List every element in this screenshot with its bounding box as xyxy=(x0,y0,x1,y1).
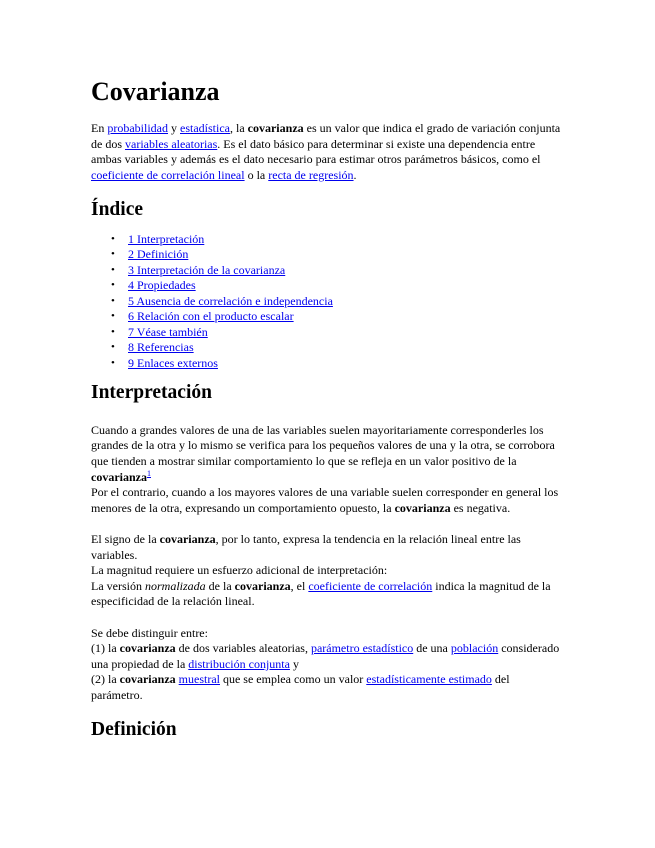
toc-item xyxy=(111,356,561,372)
body-text: (1) la xyxy=(91,641,120,656)
body-text: , por lo tanto, expresa la tendencia en la relación lineal entre las variables. xyxy=(91,532,521,562)
link-estadistica[interactable]: estadística xyxy=(180,121,230,136)
bold-term: covarianza xyxy=(394,500,451,515)
body-text: es negativa. xyxy=(450,500,511,515)
body-text: Se debe distinguir entre: xyxy=(91,625,208,640)
bold-term: covarianza xyxy=(247,121,304,136)
intro-text: es un valor que indica el grado de variación conjunta de dos xyxy=(91,121,561,151)
intro-text: o la xyxy=(244,167,269,182)
body-text: de dos variables aleatorias, xyxy=(175,641,311,656)
toc-item xyxy=(111,278,561,294)
toc-link-enlaces-externos[interactable]: 9 Enlaces externos xyxy=(128,355,218,370)
intro-text: En xyxy=(91,121,108,136)
body-text: de la xyxy=(205,578,235,593)
body-text: , el xyxy=(290,578,309,593)
toc-item xyxy=(111,247,561,263)
body-text: del parámetro. xyxy=(91,672,510,702)
paragraph-gap xyxy=(91,516,561,532)
body-text: y xyxy=(289,656,299,671)
body-text: (2) la xyxy=(91,672,120,687)
toc-item xyxy=(111,340,561,356)
intro-text: . Es el dato básico para determinar si existe una dependencia entre ambas variables y además es el dato necesario para estimar otros parámetros básicos, como el xyxy=(91,136,541,167)
paragraph-gap xyxy=(91,610,561,626)
link-parametro-estadistico[interactable]: parámetro estadístico xyxy=(310,641,414,656)
toc-item xyxy=(111,263,561,279)
bold-term: covarianza xyxy=(234,578,291,593)
body-text: de una xyxy=(413,641,451,656)
bold-term: covarianza xyxy=(119,641,176,656)
toc-link-definicion[interactable]: 2 Definición xyxy=(128,247,189,262)
toc-link-producto-escalar[interactable]: 6 Relación con el producto escalar xyxy=(128,309,294,324)
toc-link-referencias[interactable]: 8 Referencias xyxy=(128,340,194,355)
body-text: considerado una propiedad de la xyxy=(91,641,560,671)
body-text: Cuando a grandes valores de una de las variables suelen mayoritariamente corresponderles los grandes de la otra y lo mismo se verifica para los pequeños valores de una y la otra, se corrobora que tienden a mostrar similar comportamiento lo que se refleja en un valor positivo de la xyxy=(91,422,555,469)
body-text: El signo de la xyxy=(91,532,160,546)
intro-text: . xyxy=(353,167,357,182)
link-variables-aleatorias[interactable]: variables aleatorias xyxy=(125,136,218,151)
bold-term: covarianza xyxy=(159,532,216,546)
page-title: Covarianza xyxy=(91,77,220,106)
toc-item xyxy=(111,294,561,310)
body-text: La versión xyxy=(91,578,145,593)
intro-text: y xyxy=(168,121,180,136)
toc-link-vease-tambien[interactable]: 7 Véase también xyxy=(128,324,208,339)
body-text: Por el contrario, cuando a los mayores valores de una variable suelen corresponder en general los menores de la otra, expresando un comportamiento opuesto, la xyxy=(91,485,559,515)
link-muestral[interactable]: muestral xyxy=(178,672,220,687)
link-estadisticamente-estimado[interactable]: estadísticamente estimado xyxy=(366,672,492,687)
toc-item xyxy=(111,232,561,248)
link-coeficiente-correlacion-lineal[interactable]: coeficiente de correlación lineal xyxy=(91,167,245,182)
link-probabilidad[interactable]: probabilidad xyxy=(107,121,168,136)
interpretacion-paragraph-3 xyxy=(91,626,561,704)
body-text: La magnitud requiere un esfuerzo adicional de interpretación: xyxy=(91,563,388,578)
italic-term: normalizada xyxy=(144,578,206,593)
toc-item xyxy=(111,309,561,325)
body-text: que se emplea como un valor xyxy=(219,672,367,687)
toc-link-ausencia-correlacion[interactable]: 5 Ausencia de correlación e independencia xyxy=(128,293,333,308)
interpretacion-paragraph-2 xyxy=(91,532,561,610)
link-coeficiente-correlacion[interactable]: coeficiente de correlación xyxy=(308,578,433,593)
link-recta-regresion[interactable]: recta de regresión xyxy=(268,167,354,182)
interpretacion-paragraph-1 xyxy=(91,423,561,517)
body-text: indica la magnitud de la especificidad de la relación lineal. xyxy=(91,578,551,609)
toc-link-propiedades[interactable]: 4 Propiedades xyxy=(128,278,196,293)
toc-link-interpretacion-covarianza[interactable]: 3 Interpretación de la covarianza xyxy=(128,262,286,277)
bold-term: covarianza xyxy=(91,469,147,484)
article-content xyxy=(91,68,561,741)
footnote-link-1[interactable]: 1 xyxy=(147,468,151,478)
toc-link-interpretacion[interactable]: 1 Interpretación xyxy=(128,231,205,246)
section-heading-interpretacion: Interpretación xyxy=(91,382,212,404)
intro-paragraph xyxy=(91,121,561,183)
toc-heading: Índice xyxy=(91,198,144,220)
bold-term: covarianza xyxy=(119,672,176,687)
intro-text: , la xyxy=(229,121,248,136)
toc-item xyxy=(111,325,561,341)
link-distribucion-conjunta[interactable]: distribución conjunta xyxy=(188,656,290,671)
section-heading-definicion: Definición xyxy=(91,718,177,740)
table-of-contents xyxy=(91,232,561,372)
link-poblacion[interactable]: población xyxy=(450,641,499,656)
